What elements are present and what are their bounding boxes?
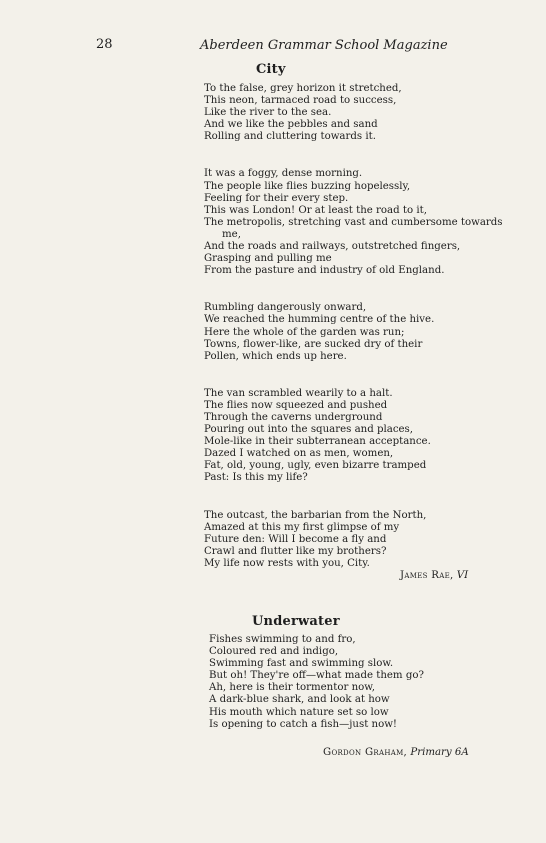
poem-line: me, xyxy=(222,228,241,240)
poem-line: From the pasture and industry of old England. xyxy=(204,265,445,277)
poem-line: Grasping and pulling me xyxy=(204,253,332,265)
poem-attribution-city xyxy=(400,570,468,581)
author-name: James Rae, xyxy=(400,570,454,581)
poem-line: We reached the humming centre of the hive. xyxy=(204,314,435,326)
poem-line: And the roads and railways, outstretched fingers, xyxy=(204,241,461,253)
author-form: Primary 6A xyxy=(410,747,469,758)
poem-title-city: City xyxy=(256,62,286,77)
magazine-title: Aberdeen Grammar School Magazine xyxy=(200,38,448,53)
poem-line: Crawl and flutter like my brothers? xyxy=(204,545,387,557)
poem-line: Pollen, which ends up here. xyxy=(204,350,347,362)
poem-line: To the false, grey horizon it stretched, xyxy=(204,83,402,94)
poem-line: Like the river to the sea. xyxy=(204,107,332,119)
poem-line: The flies now squeezed and pushed xyxy=(204,399,388,411)
poem-line: The van scrambled wearily to a halt. xyxy=(204,387,393,399)
poem-body-city xyxy=(204,83,503,570)
poem-line: The outcast, the barbarian from the North, xyxy=(204,509,427,521)
poem-line: The metropolis, stretching vast and cumbersome towards xyxy=(204,216,503,228)
poem-line: But oh! They're off—what made them go? xyxy=(209,670,424,682)
poem-line: My life now rests with you, City. xyxy=(204,557,370,569)
poem-line: And we like the pebbles and sand xyxy=(204,119,378,131)
poem-line: Past: Is this my life? xyxy=(204,472,308,484)
poem-line: The people like flies buzzing hopelessly, xyxy=(204,180,411,192)
page-number: 28 xyxy=(96,37,113,52)
poem-line: Is opening to catch a fish—just now! xyxy=(209,718,398,730)
poem-title-underwater: Underwater xyxy=(252,614,340,629)
poem-line: Coloured red and indigo, xyxy=(209,646,339,658)
poem-line: Feeling for their every step. xyxy=(204,192,349,204)
poem-line: Swimming fast and swimming slow. xyxy=(209,658,394,670)
poem-line: Future den: Will I become a fly and xyxy=(204,533,387,545)
poem-line: This was London! Or at least the road to it, xyxy=(204,204,427,216)
poem-line: Ah, here is their tormentor now, xyxy=(209,682,376,694)
poem-line: Fat, old, young, ugly, even bizarre tramped xyxy=(204,460,427,472)
poem-line: Towns, flower-like, are sucked dry of their xyxy=(204,338,423,350)
poem-line: His mouth which nature set so low xyxy=(209,706,389,718)
poem-line: Pouring out into the squares and places, xyxy=(204,424,414,436)
author-form: VI xyxy=(456,570,469,581)
poem-line: Dazed I watched on as men, women, xyxy=(204,448,394,460)
poem-line: Mole-like in their subterranean acceptance. xyxy=(204,436,431,448)
poem-line: A dark-blue shark, and look at how xyxy=(209,694,390,706)
poem-line: This neon, tarmaced road to success, xyxy=(204,95,397,107)
poem-line: Rolling and cluttering towards it. xyxy=(204,131,376,143)
poem-line: Amazed at this my first glimpse of my xyxy=(204,521,400,533)
poem-line: Rumbling dangerously onward, xyxy=(204,302,367,314)
poem-line: Through the caverns underground xyxy=(204,411,383,423)
poem-line: It was a foggy, dense morning. xyxy=(204,168,363,180)
poem-body-underwater xyxy=(209,634,424,731)
poem-attribution-underwater xyxy=(323,747,469,758)
author-name: Gordon Graham, xyxy=(323,747,408,758)
poem-line: Here the whole of the garden was run; xyxy=(204,326,405,338)
poem-line: Fishes swimming to and fro, xyxy=(209,634,356,645)
